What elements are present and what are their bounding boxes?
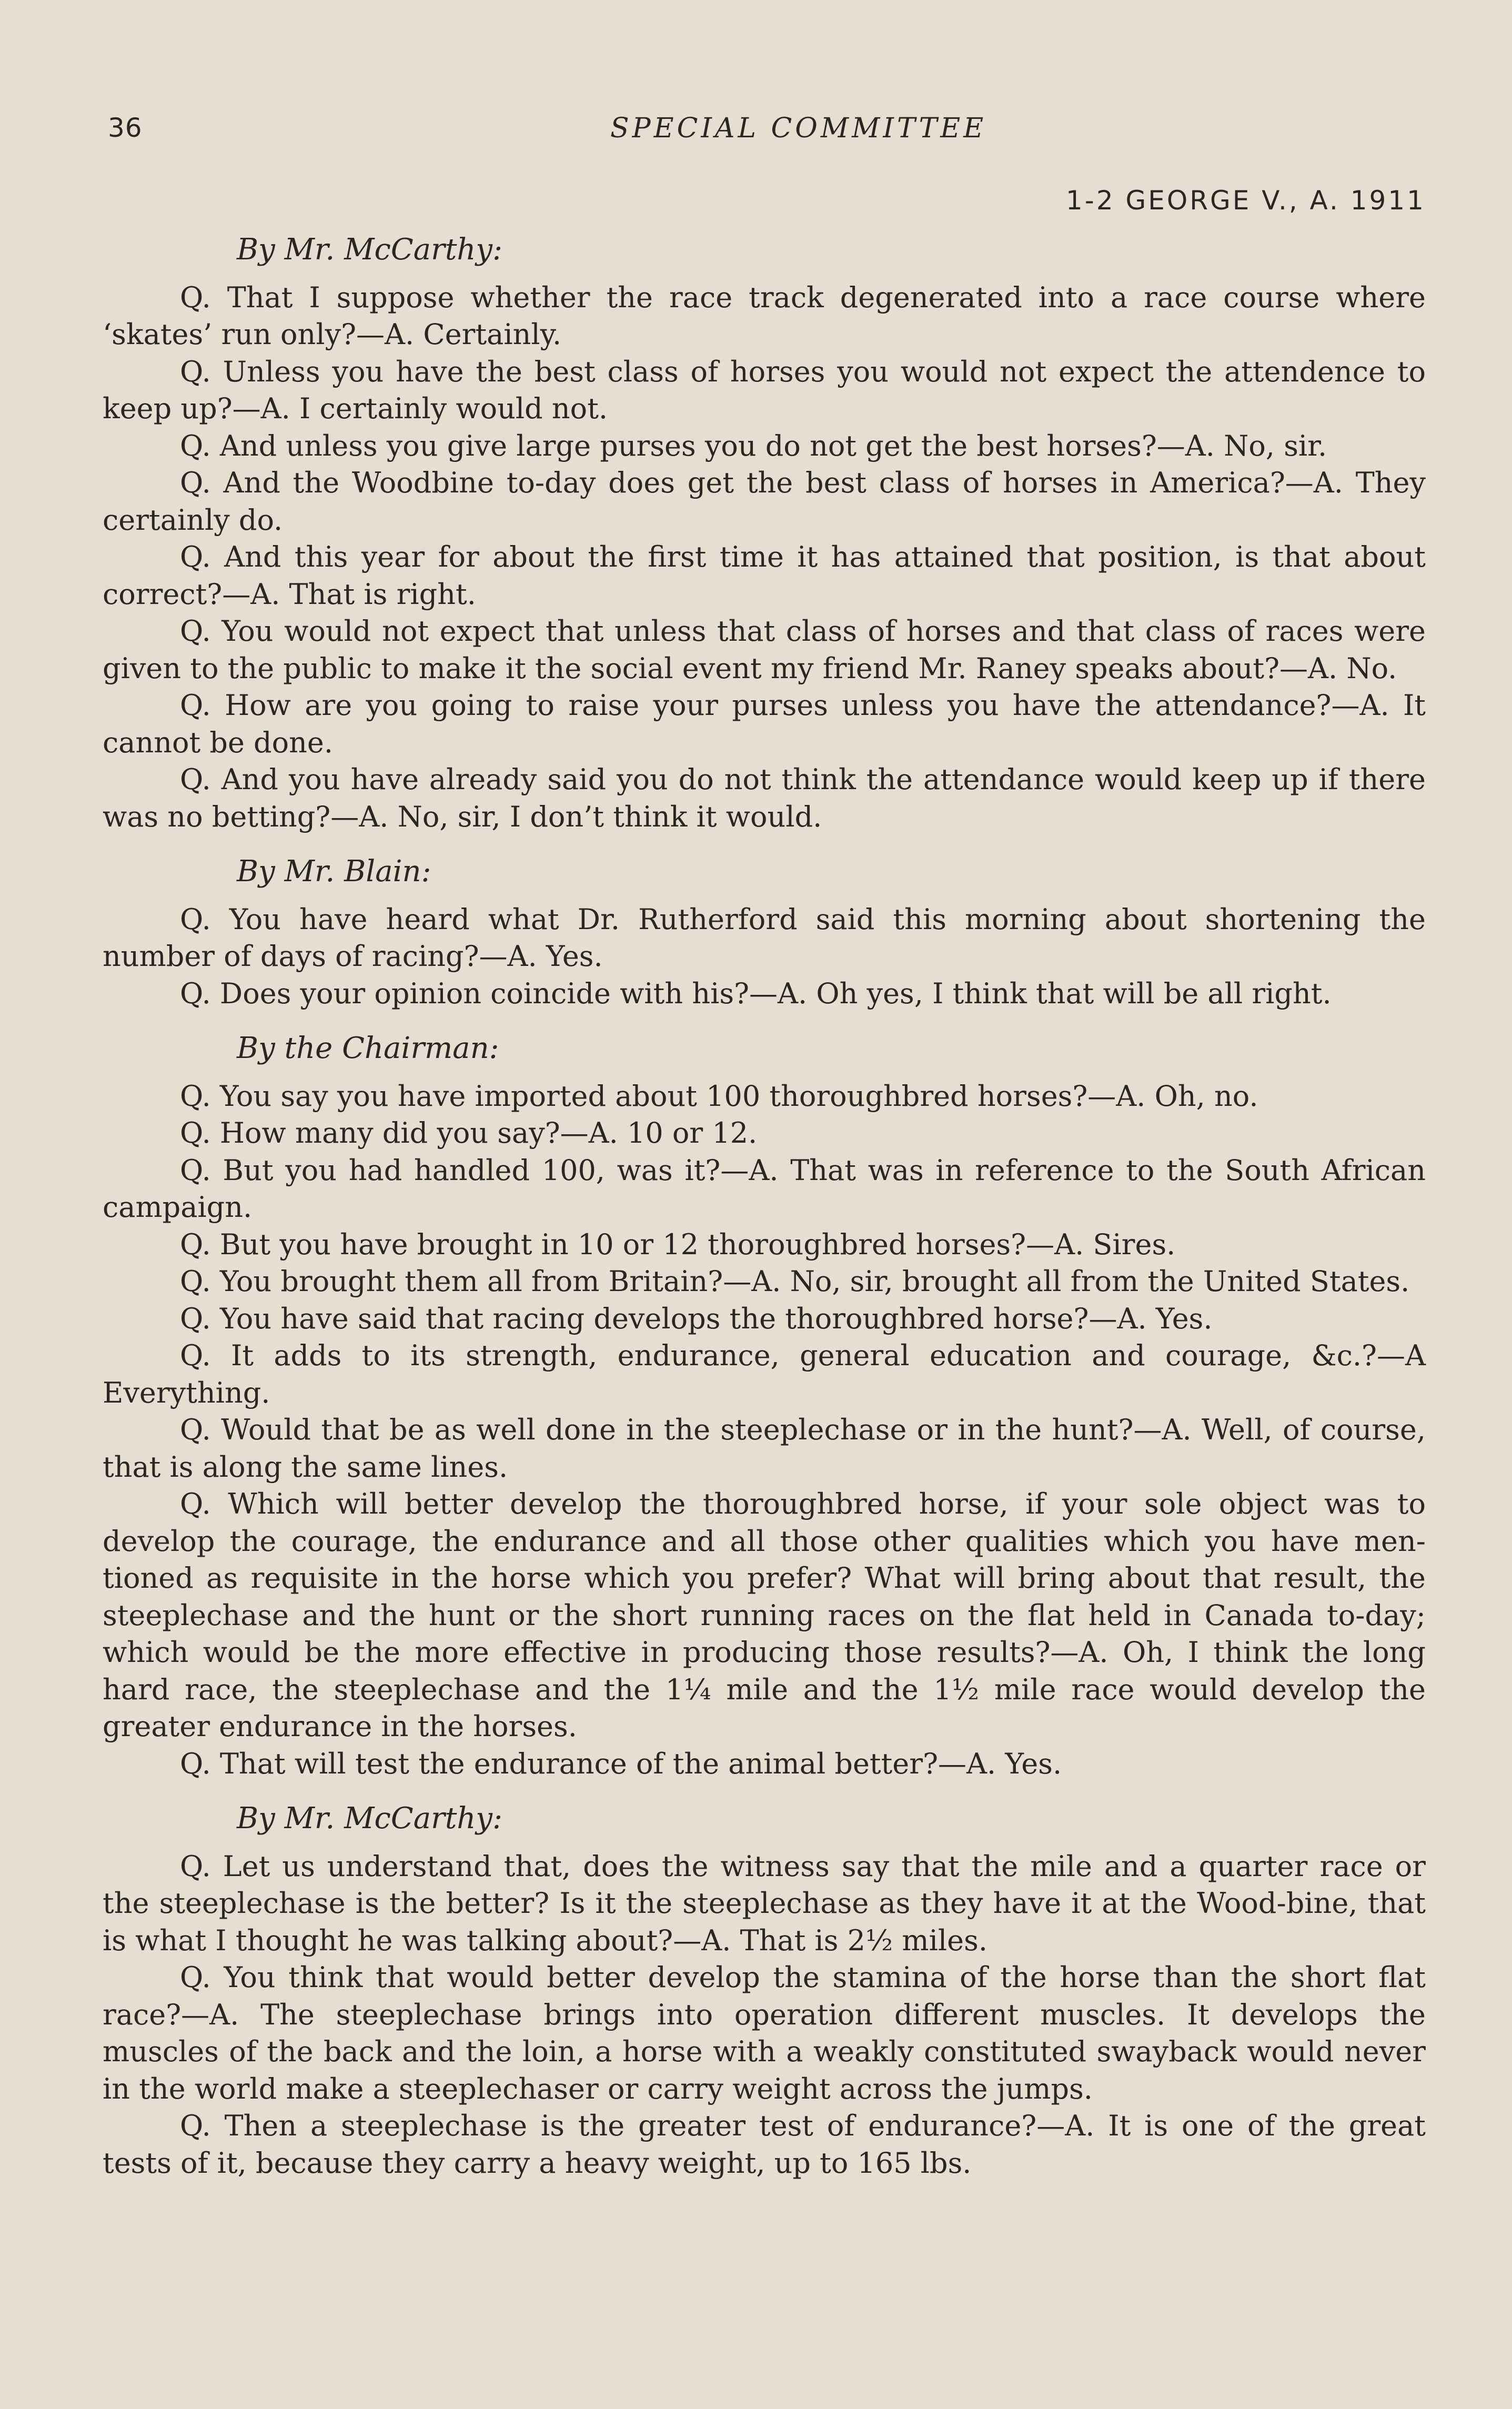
question-answer: Q. And you have already said you do not think the attendance would keep up if there was no betting?—A. No, sir, I don’t think it would. bbox=[103, 763, 1426, 833]
page-number: 36 bbox=[108, 113, 143, 143]
question-answer: Q. Does your opinion coincide with his?—A. Oh yes, I think that will be all right. bbox=[180, 976, 1332, 1010]
question-answer: Q. You would not expect that unless that class of horses and that class of races were given to the public to make it the social event my friend Mr. Raney speaks about?—A. No. bbox=[103, 614, 1426, 685]
question-answer: Q. Would that be as well done in the steeplechase or in the hunt?—A. Well, of course, that is along the same lines. bbox=[103, 1413, 1426, 1484]
question-answer: Q. You say you have imported about 100 thoroughbred horses?—A. Oh, no. bbox=[180, 1079, 1258, 1113]
section-heading: By Mr. Blain: bbox=[237, 854, 431, 889]
question-answer: Q. But you had handled 100, was it?—A. That was in reference to the South African campaign. bbox=[103, 1153, 1426, 1224]
section-heading: By Mr. McCarthy: bbox=[237, 1801, 502, 1836]
question-answer: Q. And this year for about the first time it has attained that position, is that about correct?—A. That is right. bbox=[103, 540, 1426, 611]
question-answer: Q. How are you going to raise your purses unless you have the attendance?—A. It cannot be done. bbox=[103, 689, 1426, 759]
question-answer: Q. You think that would better develop the stamina of the horse than the short flat race?—A. The steeplechase brings into operation different muscles. It develops the muscles of the back and the loin, a horse with a weakly constituted swayback would never in the world make a steeplechaser or carry weight across the jumps. bbox=[103, 1961, 1426, 2105]
question-answer: Q. How many did you say?—A. 10 or 12. bbox=[180, 1116, 758, 1150]
question-answer: Q. Then a steeplechase is the greater test of endurance?—A. It is one of the great tests of it, because they carry a heavy weight, up to 165 lbs. bbox=[103, 2109, 1426, 2180]
transcript-body bbox=[103, 231, 1426, 2182]
running-head: SPECIAL COMMITTEE bbox=[610, 113, 987, 144]
section-heading: By the Chairman: bbox=[237, 1031, 499, 1065]
question-answer: Q. You have heard what Dr. Rutherford said this morning about shortening the number of days of racing?—A. Yes. bbox=[103, 902, 1426, 973]
question-answer: Q. That will test the endurance of the animal better?—A. Yes. bbox=[180, 1747, 1062, 1780]
question-answer: Q. Let us understand that, does the witness say that the mile and a quarter race or the steeplechase is the better? Is it the steeplechase as they have it at the Wood-bine, that is what I thought he was talking about?—A. That is 2½ miles. bbox=[103, 1849, 1426, 1957]
question-answer: Q. Unless you have the best class of horses you would not expect the attendence to keep up?—A. I certainly would not. bbox=[103, 355, 1426, 425]
question-answer: Q. You have said that racing develops the thoroughbred horse?—A. Yes. bbox=[180, 1302, 1213, 1335]
question-answer: Q. And unless you give large purses you do not get the best horses?—A. No, sir. bbox=[180, 429, 1327, 462]
question-answer: Q. It adds to its strength, endurance, general education and courage, &c.?—A Everything. bbox=[103, 1339, 1426, 1409]
question-answer: Q. You brought them all from Britain?—A. No, sir, brought all from the United States. bbox=[180, 1265, 1410, 1298]
question-answer: Q. And the Woodbine to-day does get the best class of horses in America?—A. They certainly do. bbox=[103, 466, 1426, 537]
question-answer: Q. But you have brought in 10 or 12 thoroughbred horses?—A. Sires. bbox=[180, 1227, 1176, 1261]
section-heading: By Mr. McCarthy: bbox=[237, 233, 502, 267]
question-answer: Q. That I suppose whether the race track degenerated into a race course where ‘skates’ run only?—A. Certainly. bbox=[103, 280, 1426, 351]
session-reference: 1-2 GEORGE V., A. 1911 bbox=[1065, 185, 1426, 216]
question-answer: Q. Which will better develop the thoroughbred horse, if your sole object was to develop the courage, the endurance and all those other qualities which you have men-tioned as requisite in the horse which you prefer? What will bring about that result, the steeplechase and the hunt or the short running races on the flat held in Canada to-day; which would be the more effective in producing those results?—A. Oh, I think the long hard race, the steeplechase and the 1¼ mile and the 1½ mile race would develop the greater endurance in the horses. bbox=[103, 1487, 1426, 1743]
